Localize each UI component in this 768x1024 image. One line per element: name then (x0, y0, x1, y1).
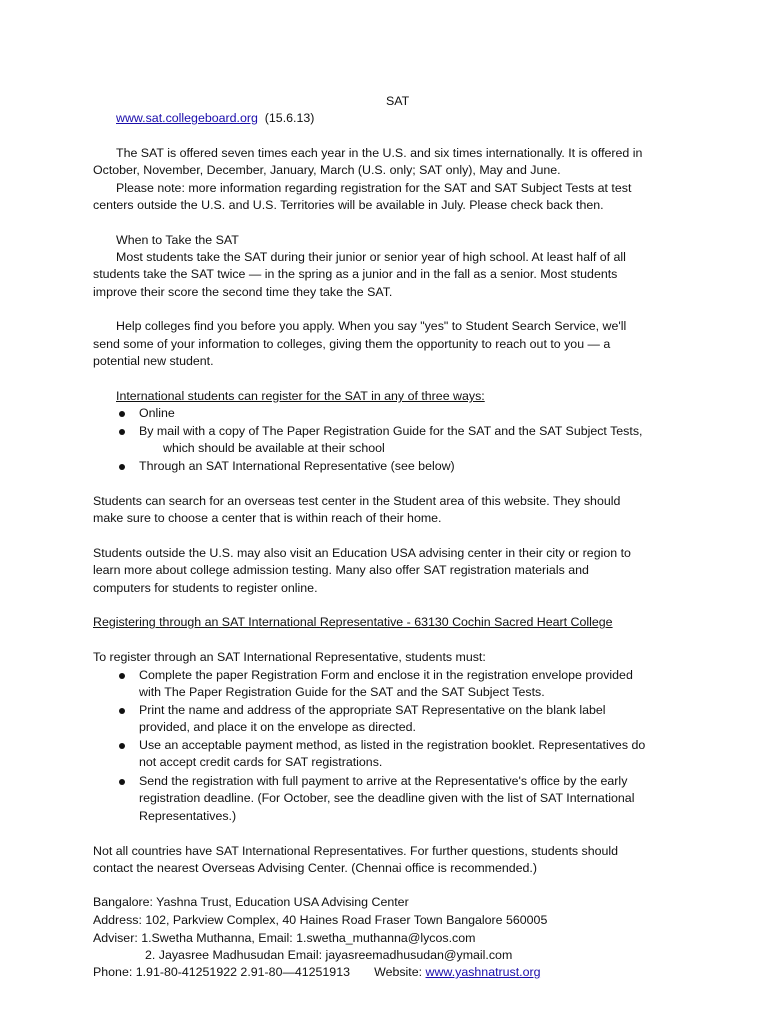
intro-line-3: Please note: more information regarding registration for the SAT and SAT Subject Tests at test (116, 181, 632, 195)
help-line-1: Help colleges find you before you apply. When you say "yes" to Student Search Service, we'll (116, 319, 627, 333)
contact-address: Address: 102, Parkview Complex, 40 Haines Road Fraser Town Bangalore 560005 (93, 913, 548, 927)
representative-heading: Registering through an SAT International Representative - 63130 Cochin Sacred Heart College (93, 615, 613, 629)
intro-line-1: The SAT is offered seven times each year in the U.S. and six times internationally. It is offered in (116, 146, 643, 160)
bullet-icon (119, 429, 125, 435)
source-line (116, 110, 314, 128)
representative-lead: To register through an SAT International Representative, students must: (93, 650, 486, 664)
contact-adviser-1: Adviser: 1.Swetha Muthanna, Email: 1.swetha_muthanna@lycos.com (93, 931, 476, 945)
bullet-icon (119, 411, 125, 417)
contact-adviser-2: 2. Jayasree Madhusudan Email: jayasreemadhusudan@ymail.com (145, 948, 513, 962)
representative-step-4-end: Representatives.) (139, 809, 237, 823)
bullet-icon (119, 464, 125, 470)
representative-step-3-cont: not accept credit cards for SAT registrations. (139, 755, 383, 769)
contact-center: Bangalore: Yashna Trust, Education USA Advising Center (93, 895, 409, 909)
bullet-icon (119, 708, 125, 714)
notall-line-2: contact the nearest Overseas Advising Center. (Chennai office is recommended.) (93, 861, 537, 875)
source-date: (15.6.13) (264, 111, 315, 125)
bullet-icon (119, 673, 125, 679)
when-line-3: improve their score the second time they take the SAT. (93, 285, 393, 299)
contact-phone: Phone: 1.91-80-41251922 2.91-80—41251913 (93, 965, 350, 979)
website-label: Website: (374, 965, 423, 979)
overseas-line-1: Students can search for an overseas test center in the Student area of this website. They should (93, 494, 621, 508)
representative-step-4: Send the registration with full payment to arrive at the Representative's office by the early (139, 774, 628, 788)
bullet-icon (119, 779, 125, 785)
intro-line-4: centers outside the U.S. and U.S. Territories will be available in July. Please check back then. (93, 198, 604, 212)
outside-line-1: Students outside the U.S. may also visit an Education USA advising center in their city or region to (93, 546, 631, 560)
international-heading: International students can register for the SAT in any of three ways: (116, 389, 485, 403)
outside-line-3: computers for students to register online. (93, 581, 318, 595)
notall-line-1: Not all countries have SAT International Representatives. For further questions, students should (93, 844, 619, 858)
when-heading: When to Take the SAT (116, 233, 239, 247)
intro-line-2: October, November, December, January, March (U.S. only; SAT only), May and June. (93, 163, 561, 177)
page-title: SAT (386, 94, 410, 108)
international-item-mail: By mail with a copy of The Paper Registration Guide for the SAT and the SAT Subject Tests, (139, 424, 643, 438)
bullet-icon (119, 743, 125, 749)
representative-step-2-cont: provided, and place it on the envelope as directed. (139, 720, 416, 734)
collegeboard-link[interactable]: www.sat.collegeboard.org (116, 111, 258, 125)
representative-step-2: Print the name and address of the appropriate SAT Representative on the blank label (139, 703, 606, 717)
representative-step-4-cont: registration deadline. (For October, see the deadline given with the list of SAT International (139, 791, 635, 805)
overseas-line-2: make sure to choose a center that is within reach of their home. (93, 511, 442, 525)
contact-phone-line (93, 964, 541, 982)
yashnatrust-link[interactable]: www.yashnatrust.org (425, 965, 541, 979)
when-line-1: Most students take the SAT during their junior or senior year of high school. At least half of all (116, 250, 626, 264)
help-line-3: potential new student. (93, 354, 214, 368)
when-line-2: students take the SAT twice — in the spring as a junior and in the fall as a senior. Most students (93, 267, 618, 281)
international-item-representative: Through an SAT International Representative (see below) (139, 459, 455, 473)
international-item-mail-cont: which should be available at their school (163, 441, 385, 455)
help-line-2: send some of your information to colleges, giving them the opportunity to reach out to you — a (93, 337, 611, 351)
representative-step-3: Use an acceptable payment method, as listed in the registration booklet. Representatives do (139, 738, 646, 752)
representative-step-1-cont: with The Paper Registration Guide for the SAT and the SAT Subject Tests. (139, 685, 545, 699)
international-item-online: Online (139, 406, 175, 420)
outside-line-2: learn more about college admission testing. Many also offer SAT registration materials and (93, 563, 589, 577)
representative-step-1: Complete the paper Registration Form and enclose it in the registration envelope provided (139, 668, 633, 682)
